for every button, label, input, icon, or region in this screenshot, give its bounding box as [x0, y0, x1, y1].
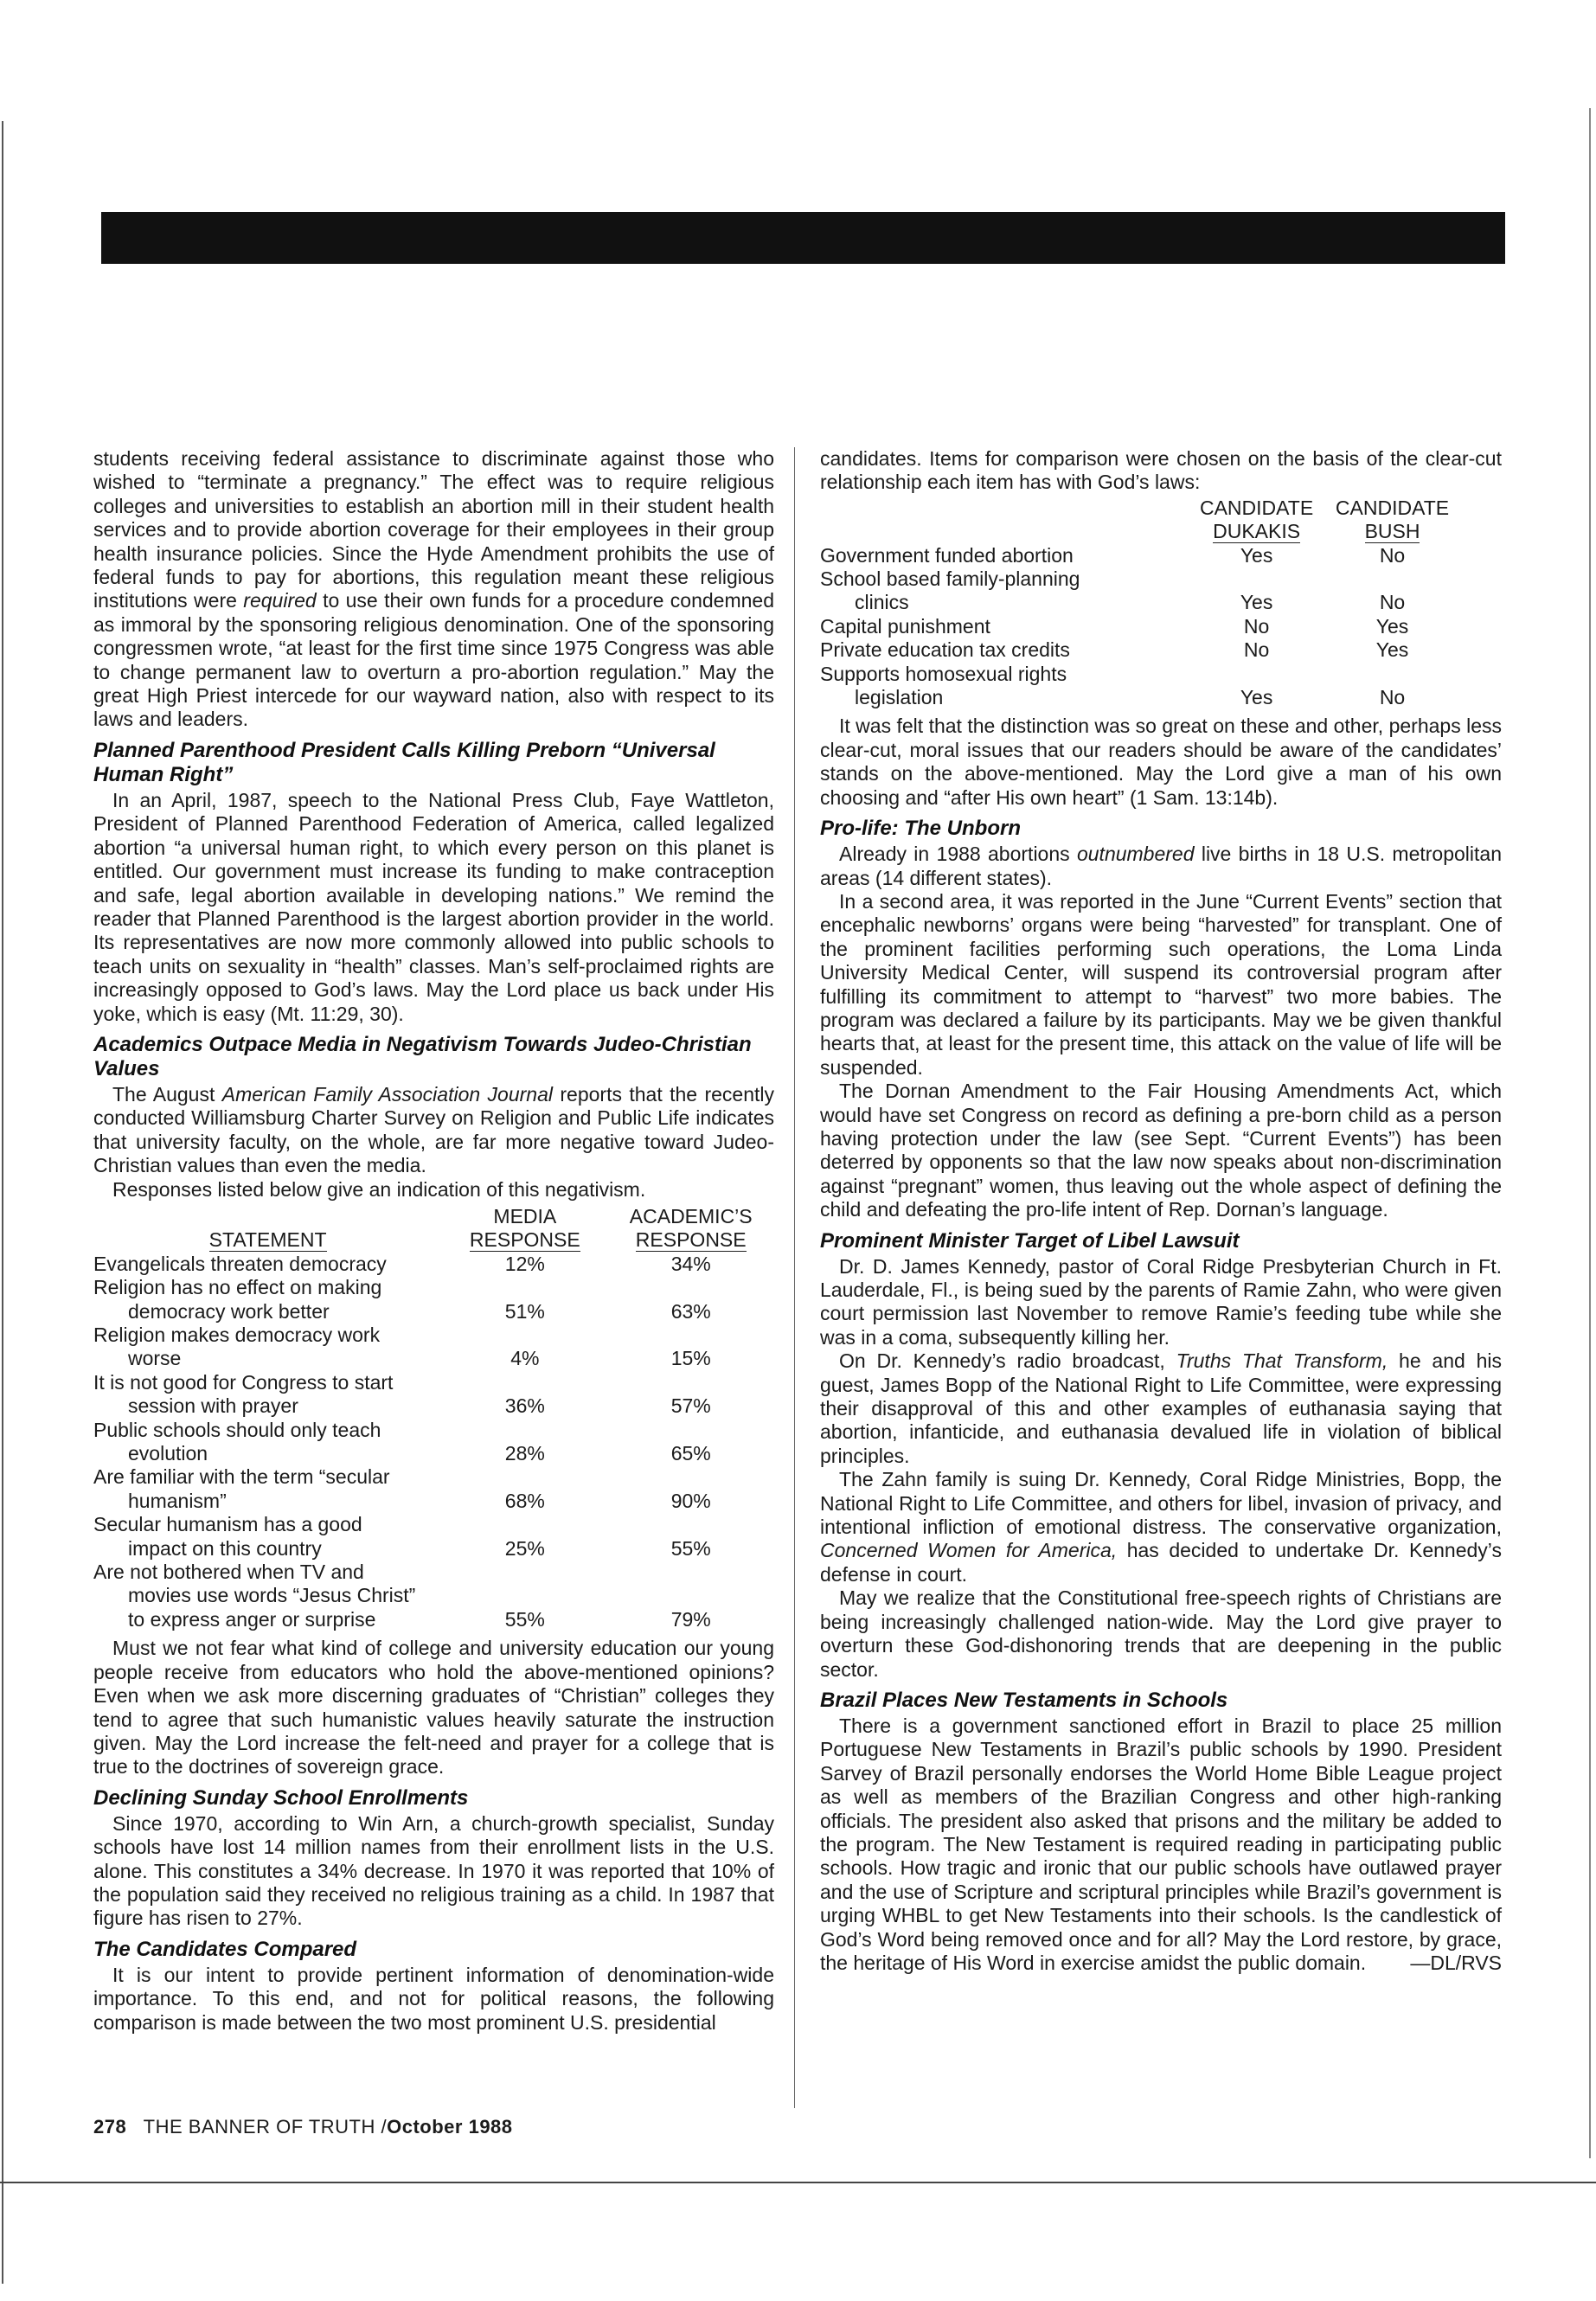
column-divider — [794, 447, 795, 2108]
academic-response-cell — [607, 1371, 774, 1394]
header-academic: ACADEMIC’S RESPONSE — [629, 1204, 753, 1252]
media-response-cell — [442, 1276, 607, 1299]
statement-cell: Evangelicals threaten democracy — [93, 1252, 387, 1275]
dukakis-position-cell: Yes — [1240, 591, 1273, 614]
table-row — [93, 1276, 774, 1299]
heading-pro-life: Pro-life: The Unborn — [820, 817, 1021, 841]
issue-cell: Private education tax credits — [820, 638, 1070, 662]
media-response-cell — [442, 1465, 607, 1489]
paragraph-hyde-amendment: students receiving federal assistance to discriminate against those who wished to “terminate a pregnancy.” The effect was to require religious colleges and universities to establish an abortion mill in their student health services and to provide abortion coverage for their employees in their group health insurance policies. Since the Hyde Amendment prohibits the use of federal funds to pay for abortions, this regulation meant these religious institutions were required to use their own funds for a procedure condemned as immoral by the sponsoring religious denomination. One of the sponsoring congressmen wrote, “at least for the first time since 1975 Congress was able to change permanent law to overturn a pro-abortion regulation.” May the great High Priest intercede for our wayward nation, also with respect to its laws and leaders. — [93, 447, 774, 731]
statement-cell: movies use words “Jesus Christ” — [128, 1584, 416, 1607]
table-row — [93, 1419, 774, 1442]
bush-position-cell — [1324, 567, 1460, 591]
statement-cell: evolution — [128, 1442, 208, 1465]
paragraph-libel-3: The Zahn family is suing Dr. Kennedy, Coral Ridge Ministries, Bopp, the National Right to Life Committee, and others for libel, invasion of privacy, and intentional infliction of emotional distress. The conservative organization, Concerned Women for America, has decided to undertake Dr. Kennedy’s defense in court. — [820, 1468, 1502, 1586]
media-response-cell: 36% — [504, 1394, 545, 1418]
table-row — [93, 1490, 774, 1513]
right-column — [820, 447, 1502, 1975]
issue-cell: Capital punishment — [820, 614, 990, 638]
bush-position-cell: Yes — [1375, 614, 1409, 638]
paragraph-pro-life-3: The Dornan Amendment to the Fair Housing Amendments Act, which would have set Congress on record as defining a pre-born child as a person having protection under the law (see Sept. “Current Events”) has been deterred by opponents so that the law now speaks about non-discrimination against “pregnant” women, thus leaving out the whole aspect of defining the child and defeating the pro-life intent of Rep. Dornan’s language. — [820, 1080, 1502, 1221]
scan-edge-bottom — [0, 2182, 1596, 2183]
issue-cell: Supports homosexual rights — [820, 662, 1067, 685]
statement-cell: humanism” — [128, 1489, 227, 1512]
statement-cell: session with prayer — [128, 1394, 298, 1418]
paragraph-pro-life-2: In a second area, it was reported in the June “Current Events” section that encephalic newborns’ organs were being “harvested” for transplant. One of the prominent facilities performing such operations, the Loma Linda University Medical Center, will suspend its controversial program after fulfilling its commitment to attempt to “harvest” two more babies. The program was declared a failure by its participants. May we be given thankful hearts that, at least for the present time, this attack on the value of life will be suspended. — [820, 889, 1502, 1079]
paragraph-candidates-continued: candidates. Items for comparison were chosen on the basis of the clear-cut relationship each item has with God’s laws: — [820, 447, 1502, 494]
table-row — [93, 1584, 774, 1607]
table-row — [820, 638, 1460, 662]
paragraph-academics-conclusion: Must we not fear what kind of college and university education our young people receive from educators who hold the above-mentioned opinions? Even when we ask more discerning graduates of “Christian” colleges they tend to agree that such humanistic values heavily saturate the instruction given. May the Lord increase the felt-need and prayer for a college that is true to the doctrines of sovereign grace. — [93, 1637, 774, 1779]
media-response-cell — [442, 1584, 607, 1607]
statement-cell: It is not good for Congress to start — [93, 1370, 394, 1394]
scan-edge-left — [2, 121, 3, 2284]
table-row — [820, 663, 1460, 686]
survey-table — [93, 1205, 774, 1631]
bush-position-cell: No — [1379, 686, 1406, 709]
header-bar — [101, 212, 1505, 264]
paragraph-pro-life-1: Already in 1988 abortions outnumbered live births in 18 U.S. metropolitan areas (14 different states). — [820, 843, 1502, 889]
paragraph-libel-4: May we realize that the Constitutional free-speech rights of Christians are being increasingly challenged nation-wide. May the Lord give prayer to overturn these God-dishonoring trends that are deepening in the public sector. — [820, 1586, 1502, 1681]
header-statement: STATEMENT — [208, 1228, 327, 1252]
academic-response-cell — [607, 1561, 774, 1584]
dukakis-position-cell — [1189, 567, 1324, 591]
statement-cell: Are not bothered when TV and — [93, 1561, 364, 1584]
dukakis-position-cell: No — [1243, 614, 1270, 638]
paragraph-libel-1: Dr. D. James Kennedy, pastor of Coral Ridge Presbyterian Church in Ft. Lauderdale, Fl., is being sued by the parents of Ramie Zahn, who were given court permission last November to remove Ramie’s feeding tube while she was in a coma, subsequently killing her. — [820, 1254, 1502, 1349]
academic-response-cell — [607, 1324, 774, 1347]
table-row — [93, 1561, 774, 1584]
table-row — [820, 615, 1460, 638]
heading-academics: Academics Outpace Media in Negativism Towards Judeo-Christian Values — [93, 1032, 752, 1080]
media-response-cell — [442, 1561, 607, 1584]
table-row — [93, 1253, 774, 1276]
media-response-cell: 25% — [504, 1536, 545, 1560]
statement-cell: Public schools should only teach — [93, 1418, 381, 1441]
statement-cell: democracy work better — [128, 1299, 330, 1323]
header-dukakis: CANDIDATE DUKAKIS — [1199, 496, 1314, 543]
signature: —DL/RVS — [1410, 1951, 1502, 1974]
paragraph-planned-parenthood: In an April, 1987, speech to the National Press Club, Faye Wattleton, President of Planned Parenthood Federation of America, called legalized abortion “a universal human right, to which every person on this planet is entitled. Our government must increase its funding to make contraception and safe, legal abortion available in developing nations.” We remind the reader that Planned Parenthood is the largest abortion provider in the world. Its representatives are now more commonly allowed into public schools to teach units on sexuality in “health” classes. Man’s self-proclaimed rights are increasingly opposed to God’s laws. May the Lord place us back under His yoke, which is easy (Mt. 11:29, 30). — [93, 788, 774, 1025]
scan-edge-right — [1589, 108, 1591, 2158]
heading-planned-parenthood: Planned Parenthood President Calls Killing Preborn “Universal Human Right” — [93, 738, 715, 786]
table-row — [820, 686, 1460, 709]
academic-response-cell: 57% — [670, 1394, 711, 1418]
academic-response-cell: 63% — [670, 1299, 711, 1323]
table-row — [93, 1371, 774, 1394]
academic-response-cell — [607, 1276, 774, 1299]
issue-date: October 1988 — [387, 2116, 513, 2138]
table-row — [93, 1608, 774, 1631]
media-response-cell: 12% — [504, 1252, 545, 1275]
table-row — [93, 1513, 774, 1536]
page-footer — [93, 2116, 513, 2138]
academic-response-cell: 34% — [670, 1252, 711, 1275]
left-column — [93, 447, 774, 2035]
dukakis-position-cell: Yes — [1240, 543, 1273, 567]
paragraph-candidates: It is our intent to provide pertinent information of denomination-wide importance. To this end, and not for political reasons, the following comparison is made between the two most prominent U.S. presidential — [93, 1963, 774, 2034]
media-response-cell — [442, 1371, 607, 1394]
bush-position-cell: No — [1379, 543, 1406, 567]
table-row — [93, 1394, 774, 1418]
table-row — [93, 1537, 774, 1561]
issue-cell: Government funded abortion — [820, 543, 1074, 567]
table-row — [820, 591, 1460, 614]
academic-response-cell: 15% — [670, 1347, 711, 1370]
media-response-cell: 68% — [504, 1489, 545, 1512]
statement-cell: impact on this country — [128, 1536, 322, 1560]
statement-cell: Religion makes democracy work — [93, 1324, 381, 1346]
heading-sunday-school: Declining Sunday School Enrollments — [93, 1785, 469, 1810]
table-row — [93, 1300, 774, 1324]
dukakis-position-cell — [1189, 663, 1324, 686]
paragraph-brazil: There is a government sanctioned effort in Brazil to place 25 million Portuguese New Testaments in Brazil’s public schools by 1990. President Sarvey of Brazil personally endorses the World Home Bible League project as well as members of the Brazilian Congress and other high-ranking officials. The president also asked that prisons and the military be added to the program. The New Testament is required reading in participating public schools. How tragic and ironic that our public schools have outlawed prayer and the use of Scripture and scriptural principles while Brazil’s government is urging WHBL to get New Testaments into their schools. Is the candlestick of God’s Word being removed once and for all? May the Lord restore, by grace, the heritage of His Word in exercise amidst the public domain. —DL/RVS — [820, 1714, 1502, 1974]
media-response-cell: 28% — [504, 1442, 545, 1465]
academic-response-cell: 55% — [670, 1536, 711, 1560]
statement-cell: Secular humanism has a good — [93, 1513, 362, 1536]
publication-name: THE BANNER OF TRUTH / — [143, 2116, 388, 2138]
paragraph-libel-2: On Dr. Kennedy’s radio broadcast, Truths That Transform, he and his guest, James Bopp of the National Right to Life Committee, were expressing their disapproval of this and other examples of euthanasia saying that abortion, infanticide, and euthanasia devalued life in violation of biblical principles. — [820, 1349, 1503, 1467]
heading-brazil: Brazil Places New Testaments in Schools — [820, 1688, 1228, 1712]
paragraph-academics-responses: Responses listed below give an indication of this negativism. — [112, 1177, 646, 1201]
media-response-cell: 4% — [510, 1347, 540, 1370]
academic-response-cell: 65% — [670, 1442, 711, 1465]
table-row — [93, 1347, 774, 1370]
heading-candidates: The Candidates Compared — [93, 1937, 357, 1961]
header-bush: CANDIDATE BUSH — [1335, 496, 1450, 543]
bush-position-cell: No — [1379, 591, 1406, 614]
candidates-table — [820, 497, 1460, 710]
dukakis-position-cell: No — [1243, 638, 1270, 662]
issue-cell: legislation — [855, 686, 944, 709]
media-response-cell: 51% — [504, 1299, 545, 1323]
paragraph-academics-intro: The August American Family Association Journal reports that the recently conducted Williamsburg Charter Survey on Religion and Public Life indicates that university faculty, on the whole, are far more negative toward Judeo-Christian values than even the media. — [93, 1082, 774, 1177]
academic-response-cell: 90% — [670, 1489, 711, 1512]
table-row — [93, 1442, 774, 1465]
paragraph-candidates-conclusion: It was felt that the distinction was so great on these and other, perhaps less clear-cut, moral issues that our readers should be aware of the candidates’ stands on the above-mentioned. May the Lord give a man of his own choosing and “after His own heart” (1 Sam. 13:14b). — [820, 715, 1502, 809]
media-response-cell — [442, 1513, 607, 1536]
table-row — [93, 1465, 774, 1489]
bush-position-cell — [1324, 663, 1460, 686]
heading-libel-lawsuit: Prominent Minister Target of Libel Lawsuit — [820, 1228, 1240, 1253]
academic-response-cell — [607, 1419, 774, 1442]
statement-cell: worse — [128, 1347, 182, 1370]
academic-response-cell — [607, 1465, 774, 1489]
academic-response-cell — [607, 1513, 774, 1536]
table-row — [93, 1324, 774, 1347]
media-response-cell — [442, 1324, 607, 1347]
academic-response-cell: 79% — [670, 1607, 711, 1631]
statement-cell: to express anger or surprise — [128, 1607, 376, 1631]
statement-cell: Are familiar with the term “secular — [93, 1465, 390, 1489]
academic-response-cell — [607, 1584, 774, 1607]
page-number: 278 — [93, 2116, 127, 2138]
issue-cell: clinics — [855, 591, 909, 614]
table-row — [820, 544, 1460, 567]
media-response-cell: 55% — [504, 1607, 545, 1631]
header-issue — [820, 497, 1189, 544]
paragraph-sunday-school: Since 1970, according to Win Arn, a church-growth specialist, Sunday schools have lost 14 million names from their enrollment lists in the U.S. alone. This constitutes a 34% decrease. In 1970 it was reported that 10% of the population said they received no religious training as a child. In 1987 that figure has risen to 27%. — [93, 1811, 774, 1930]
dukakis-position-cell: Yes — [1240, 686, 1273, 709]
statement-cell: Religion has no effect on making — [93, 1276, 382, 1299]
table-row — [820, 567, 1460, 591]
media-response-cell — [442, 1419, 607, 1442]
bush-position-cell: Yes — [1375, 638, 1409, 662]
issue-cell: School based family-planning — [820, 567, 1080, 591]
header-media: MEDIA RESPONSE — [469, 1204, 580, 1252]
